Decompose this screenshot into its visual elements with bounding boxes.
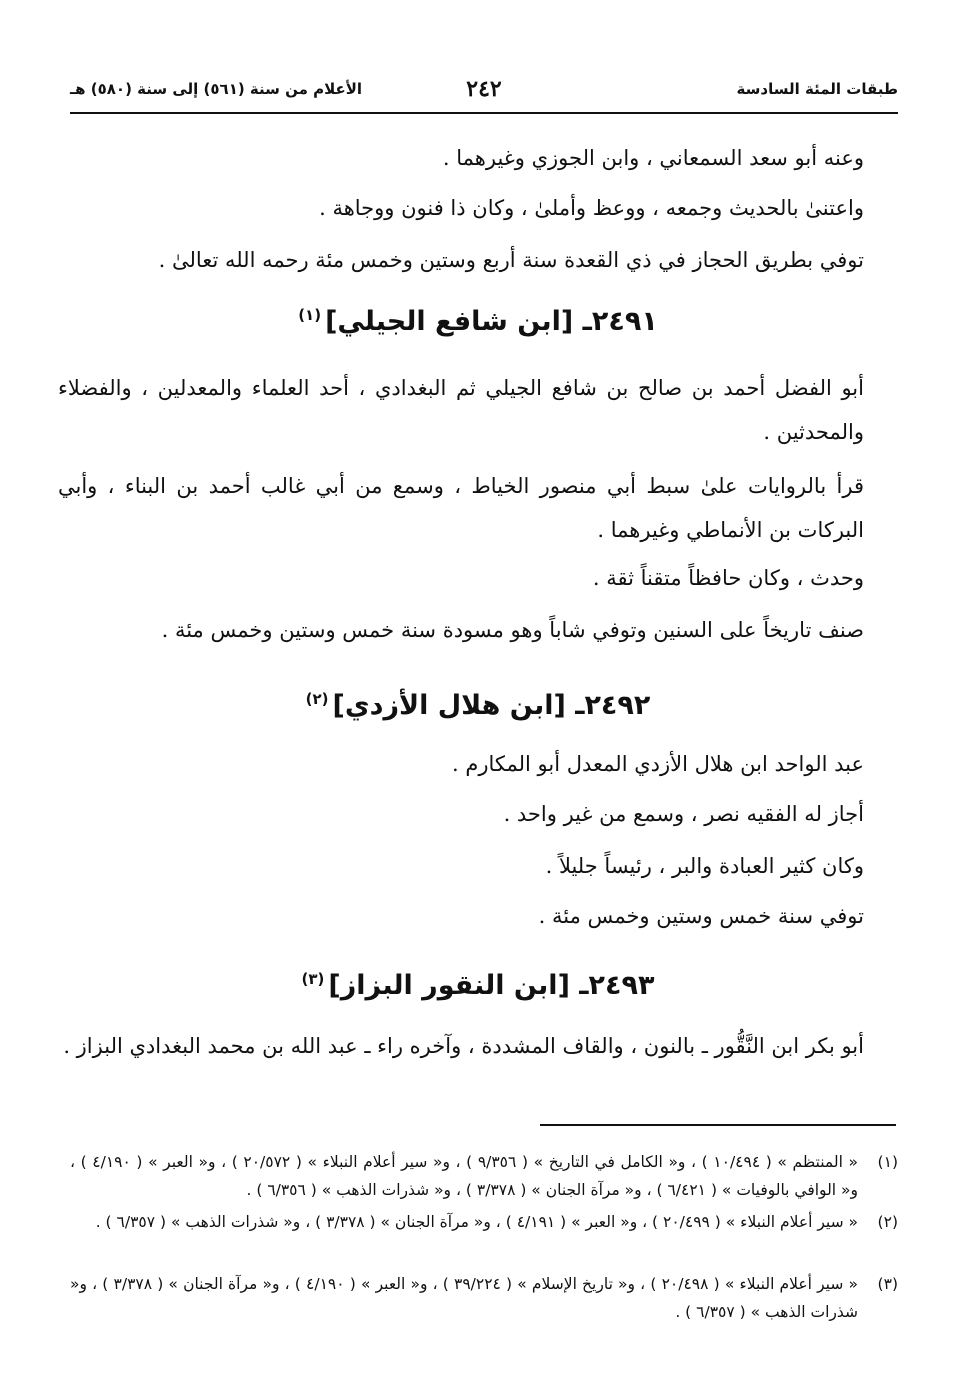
footnote-ref: (٣) xyxy=(301,970,325,988)
entry-paragraph: وحدث ، وكان حافظاً متقناً ثقة . xyxy=(592,566,864,590)
entry-paragraph: وكان كثير العبادة والبر ، رئيساً جليلاً . xyxy=(545,854,864,878)
footnote-text: « سير أعلام النبلاء » ( ٢٠/٤٩٨ ) ، و« تاريخ الإسلام » ( ٣٩/٢٢٤ ) ، و« العبر » ( ٤/١٩٠ ) ، و« مرآة الجنان » ( ٣/٣٧٨ ) ، و« شذرات الذهب » ( ٦/٣٥٧ ) . xyxy=(70,1275,858,1321)
footnote-number: (٢) xyxy=(877,1213,898,1231)
footnote-divider xyxy=(540,1124,896,1126)
footnote xyxy=(70,1208,898,1236)
entry-title: ٢٤٩٢ـ [ابن هلال الأزدي] xyxy=(332,690,651,721)
entry-paragraph: أبو بكر ابن النَّقُّور ـ بالنون ، والقاف المشددة ، وآخره راء ـ عبد الله بن محمد البغدادي البزاز . xyxy=(63,1034,864,1058)
entry-title: ٢٤٩٣ـ [ابن النقور البزاز] xyxy=(328,970,655,1001)
footnote-number: (٣) xyxy=(877,1275,898,1293)
entry-paragraph: صنف تاريخاً على السنين وتوفي شاباً وهو مسودة سنة خمس وستين وخمس مئة . xyxy=(161,618,864,642)
footnote-text: « المنتظم » ( ١٠/٤٩٤ ) ، و« الكامل في التاريخ » ( ٩/٣٥٦ ) ، و« سير أعلام النبلاء » ( ٢٠/٥٧٢ ) ، و« العبر » ( ٤/١٩٠ ) ، و« الوافي بالوفيات » ( ٦/٤٢١ ) ، و« مرآة الجنان » ( ٣/٣٧٨ ) ، و« شذرات الذهب » ( ٦/٣٥٦ ) . xyxy=(70,1153,858,1199)
footnote xyxy=(70,1148,898,1204)
header-divider xyxy=(70,112,898,114)
page-number: ٢٤٢ xyxy=(466,76,502,102)
entry-paragraph: توفي سنة خمس وستين وخمس مئة . xyxy=(538,904,864,928)
entry-heading xyxy=(0,690,956,721)
running-head xyxy=(70,76,898,106)
footnote-text: « سير أعلام النبلاء » ( ٢٠/٤٩٩ ) ، و« العبر » ( ٤/١٩١ ) ، و« مرآة الجنان » ( ٣/٣٧٨ ) ، و« شذرات الذهب » ( ٦/٣٥٧ ) . xyxy=(95,1213,858,1231)
footnote-ref: (٢) xyxy=(305,690,329,708)
intro-paragraph: واعتنىٰ بالحديث وجمعه ، ووعظ وأملىٰ ، وكان ذا فنون ووجاهة . xyxy=(319,196,864,220)
entry-paragraph: أجاز له الفقيه نصر ، وسمع من غير واحد . xyxy=(503,802,864,826)
entry-title: ٢٤٩١ـ [ابن شافع الجيلي] xyxy=(325,306,658,337)
footnote xyxy=(70,1270,898,1326)
entry-paragraph: قرأ بالروايات علىٰ سبط أبي منصور الخياط ، وسمع من أبي غالب أحمد بن البناء ، وأبي البركات بن الأنماطي وغيرهما . xyxy=(58,474,864,542)
footnote-number: (١) xyxy=(877,1153,898,1171)
entry-heading xyxy=(0,306,956,337)
entry-paragraph: عبد الواحد ابن هلال الأزدي المعدل أبو المكارم . xyxy=(452,752,864,776)
intro-paragraph: وعنه أبو سعد السمعاني ، وابن الجوزي وغيرهما . xyxy=(442,146,864,170)
footnote-ref: (١) xyxy=(298,306,322,324)
section-title: طبقات المئة السادسة xyxy=(736,80,898,98)
entry-heading xyxy=(0,970,956,1001)
entry-paragraph: أبو الفضل أحمد بن صالح بن شافع الجيلي ثم البغدادي ، أحد العلماء والمعدلين ، والفضلاء والمحدثين . xyxy=(58,376,864,444)
chapter-title: الأعلام من سنة (٥٦١) إلى سنة (٥٨٠) هـ xyxy=(70,80,363,98)
intro-paragraph: توفي بطريق الحجاز في ذي القعدة سنة أربع وستين وخمس مئة رحمه الله تعالىٰ . xyxy=(158,248,864,272)
